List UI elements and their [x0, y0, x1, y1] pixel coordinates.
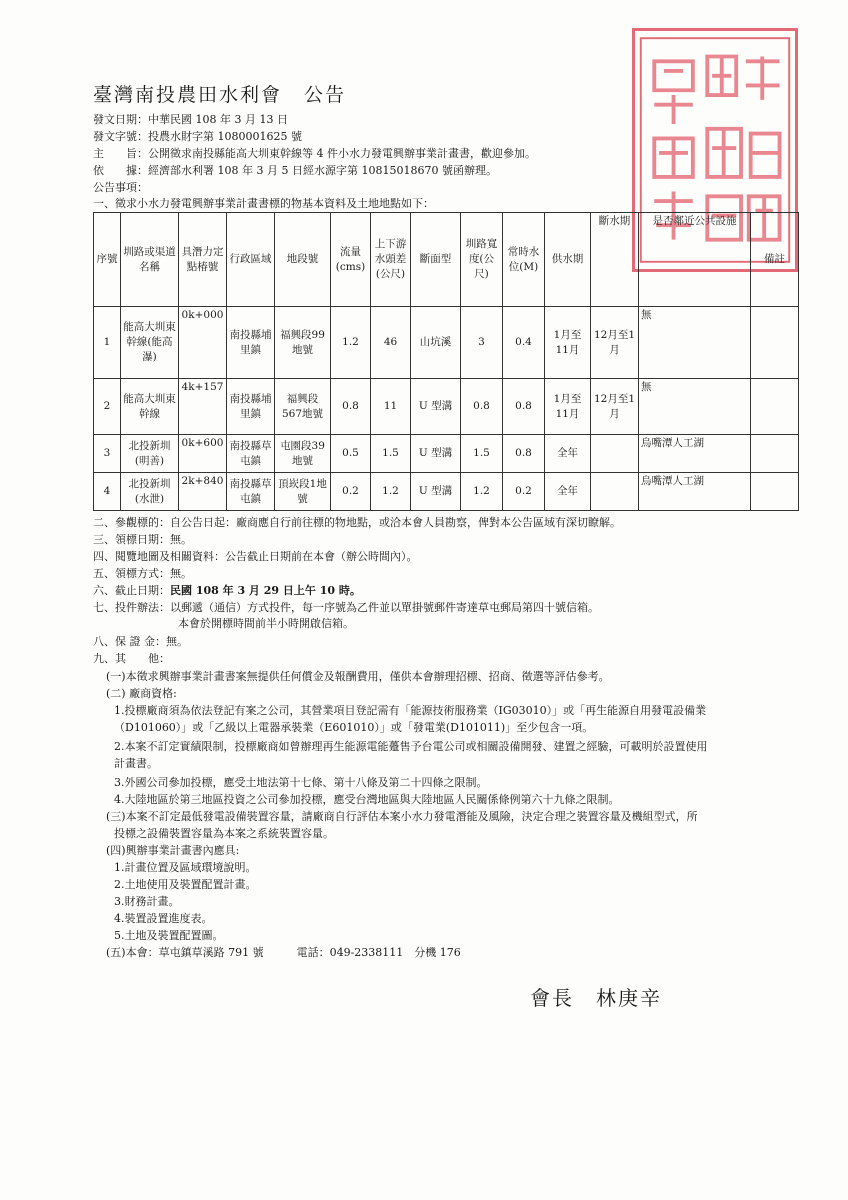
cell-width: 1.2: [461, 473, 503, 511]
plan-item-4: 4.裝置設置進度表。: [114, 912, 213, 925]
cell-supply: 1月至11月: [545, 379, 591, 435]
cell-district: 南投縣埔里鎮: [227, 307, 275, 379]
cell-facility: 無: [639, 379, 751, 435]
cell-flow: 1.2: [331, 307, 371, 379]
cell-lot: 屯園段39地號: [275, 435, 331, 473]
signature-name: 林庚辛: [596, 986, 662, 1010]
qualification-1-line1: 1.投標廠商須為依法登記有案之公司，其營業項目登記需有「能源技術服務業（IG03010）」或「再生能源自用發電設備業: [114, 704, 707, 717]
deadline-label: 六、截止日期：: [93, 584, 170, 597]
cell-section: 山坑溪: [411, 307, 461, 379]
signature-block: [530, 982, 684, 1011]
cell-lot: 頂崁段1地號: [275, 473, 331, 511]
cell-cutoff: 12月至1月: [591, 379, 639, 435]
header-cell: 斷面型: [411, 213, 461, 307]
cell-facility: 烏嘴潭人工湖: [639, 435, 751, 473]
header-cell: 備註: [751, 213, 799, 307]
qualification-3: 3.外國公司參加投標，應受土地法第十七條、第十八條及第二十四條之限制。: [114, 776, 488, 789]
header-cell: 常時水位(M): [503, 213, 545, 307]
plan-item-3: 3.財務計畫。: [114, 895, 180, 908]
cell-supply: 全年: [545, 473, 591, 511]
cell-lot: 福興段567地號: [275, 379, 331, 435]
cell-section: U 型溝: [411, 473, 461, 511]
project-table: [93, 212, 799, 511]
document-type: 公告: [304, 84, 347, 106]
cell-level: 0.8: [503, 435, 545, 473]
issue-date: 發文日期：中華民國 108 年 3 月 13 日: [93, 113, 288, 126]
cell-seq: 2: [94, 379, 121, 435]
qualification-1-line2: （D101060）」或「乙級以上電器承裝業（E601010）」或「發電業(D101011)」至少包含一項。: [114, 721, 594, 734]
header-cell: 是否鄰近公共設施: [639, 213, 751, 307]
cell-seq: 4: [94, 473, 121, 511]
cell-remark: [751, 307, 799, 379]
cell-head: 1.2: [371, 473, 411, 511]
cell-station: 0k+600: [179, 435, 227, 473]
cell-width: 1.5: [461, 435, 503, 473]
item-three: 三、領標日期：無。: [93, 533, 192, 546]
cell-station: 4k+157: [179, 379, 227, 435]
cell-seq: 1: [94, 307, 121, 379]
item-two: 二、參觀標的：自公告日起：廠商應自行前往標的物地點，或洽本會人員勘察，俾對本公告區域有深切瞭解。: [93, 516, 621, 529]
cell-cutoff: [591, 435, 639, 473]
item-six: [93, 583, 361, 598]
item-one-heading: 一、徵求小水力發電興辦事業計畫書標的物基本資料及土地地點如下：: [93, 197, 434, 210]
cell-channel: 能高大圳東幹線: [121, 379, 179, 435]
cell-section: U 型溝: [411, 379, 461, 435]
table-row: [94, 379, 799, 435]
cell-flow: 0.5: [331, 435, 371, 473]
header-cell: 具潛力定點椿號: [179, 213, 227, 307]
item-five: 五、領標方式：無。: [93, 567, 192, 580]
header-cell: 序號: [94, 213, 121, 307]
item-seven: 七、投件辦法：以郵遞（通信）方式投件，每一序號為乙件並以單掛號郵件寄達草屯郵局第四十號信箱。: [93, 601, 599, 614]
deadline-value: 民國 108 年 3 月 29 日上午 10 時。: [170, 584, 361, 597]
qualification-4: 4.大陸地區於第三地區投資之公司參加投標，應受台灣地區與大陸地區人民關係條例第六十九條之限制。: [114, 793, 620, 806]
cell-flow: 0.2: [331, 473, 371, 511]
cell-supply: 全年: [545, 435, 591, 473]
table-header-row: [94, 213, 799, 307]
cell-width: 3: [461, 307, 503, 379]
document-number: 發文字號：投農水財字第 1080001625 號: [93, 130, 302, 143]
cell-channel: 北投新圳(水泄): [121, 473, 179, 511]
table-row: [94, 473, 799, 511]
cell-head: 1.5: [371, 435, 411, 473]
cell-remark: [751, 379, 799, 435]
contact-info: (五)本會：草屯鎮草溪路 791 號 電話：049-2338111 分機 176: [106, 946, 461, 959]
basis-line: 依 據：經濟部水利署 108 年 3 月 5 日經水源字第 10815018670 號函辦理。: [93, 164, 497, 177]
qualification-2-line2: 計畫書。: [114, 757, 158, 770]
other-one: (一)本徵求興辦事業計畫書案無提供任何償金及報酬費用，僅供本會辦理招標、招商、徵選等評估參考。: [106, 670, 610, 683]
cell-supply: 1月至11月: [545, 307, 591, 379]
cell-flow: 0.8: [331, 379, 371, 435]
cell-channel: 北投新圳(明善): [121, 435, 179, 473]
cell-district: 南投縣草屯鎮: [227, 435, 275, 473]
header-cell: 地段號: [275, 213, 331, 307]
cell-station: 0k+000: [179, 307, 227, 379]
cell-head: 11: [371, 379, 411, 435]
other-three-line1: (三)本案不訂定最低發電設備裝置容量，請廠商自行評估本案小水力發電潛能及風險，決定合理之裝置容量及機組型式，所: [106, 810, 698, 823]
cell-level: 0.4: [503, 307, 545, 379]
cell-remark: [751, 473, 799, 511]
cell-remark: [751, 435, 799, 473]
header-cell: 圳路或渠道名稱: [121, 213, 179, 307]
cell-cutoff: 12月至1月: [591, 307, 639, 379]
header-cell: 斷水期: [591, 213, 639, 307]
cell-level: 0.8: [503, 379, 545, 435]
other-two: (二) 廠商資格:: [106, 687, 177, 700]
header-cell: 圳路寬度(公尺): [461, 213, 503, 307]
cell-level: 0.2: [503, 473, 545, 511]
other-three-line2: 投標之設備裝置容量為本案之系統裝置容量。: [114, 827, 334, 840]
cell-district: 南投縣埔里鎮: [227, 379, 275, 435]
item-nine: 九、其 他：: [93, 652, 170, 665]
item-four: 四、閱覽地圖及相關資料：公告截止日期前在本會（辦公時間內）。: [93, 550, 418, 563]
cell-head: 46: [371, 307, 411, 379]
qualification-2-line1: 2.本案不訂定實績限制，投標廠商如曾辦理再生能源電能躉售予台電公司或相關設備開發、建置之經驗，可載明於設置使用: [114, 740, 708, 753]
cell-facility: 烏嘴潭人工湖: [639, 473, 751, 511]
cell-channel: 能高大圳東幹線(能高瀑): [121, 307, 179, 379]
plan-item-5: 5.土地及裝置配置圖。: [114, 929, 224, 942]
subject-line: 主 旨：公開徵求南投縣能高大圳東幹線等 4 件小水力發電興辦事業計畫書，歡迎參加。: [93, 147, 536, 160]
item-seven-continued: 本會於開標時間前半小時開啟信箱。: [178, 617, 354, 630]
notice-items-heading: 公告事項：: [93, 181, 148, 194]
header-cell: 供水期: [545, 213, 591, 307]
cell-district: 南投縣草屯鎮: [227, 473, 275, 511]
other-four: (四)興辦事業計畫書內應具:: [106, 844, 240, 857]
signature-role: 會長: [530, 986, 574, 1010]
notice-title: [93, 80, 346, 107]
header-cell: 上下游水頭差(公尺): [371, 213, 411, 307]
cell-cutoff: [591, 473, 639, 511]
cell-section: U 型溝: [411, 435, 461, 473]
cell-station: 2k+840: [179, 473, 227, 511]
item-eight: 八、保 證 金：無。: [93, 635, 188, 648]
table-row: [94, 435, 799, 473]
table-row: [94, 307, 799, 379]
cell-facility: 無: [639, 307, 751, 379]
plan-item-1: 1.計畫位置及區域環境說明。: [114, 861, 257, 874]
cell-lot: 福興段99地號: [275, 307, 331, 379]
header-cell: 行政區域: [227, 213, 275, 307]
organization-name: 臺灣南投農田水利會: [93, 84, 283, 106]
header-cell: 流量(cms): [331, 213, 371, 307]
cell-seq: 3: [94, 435, 121, 473]
cell-width: 0.8: [461, 379, 503, 435]
plan-item-2: 2.土地使用及裝置配置計畫。: [114, 878, 257, 891]
